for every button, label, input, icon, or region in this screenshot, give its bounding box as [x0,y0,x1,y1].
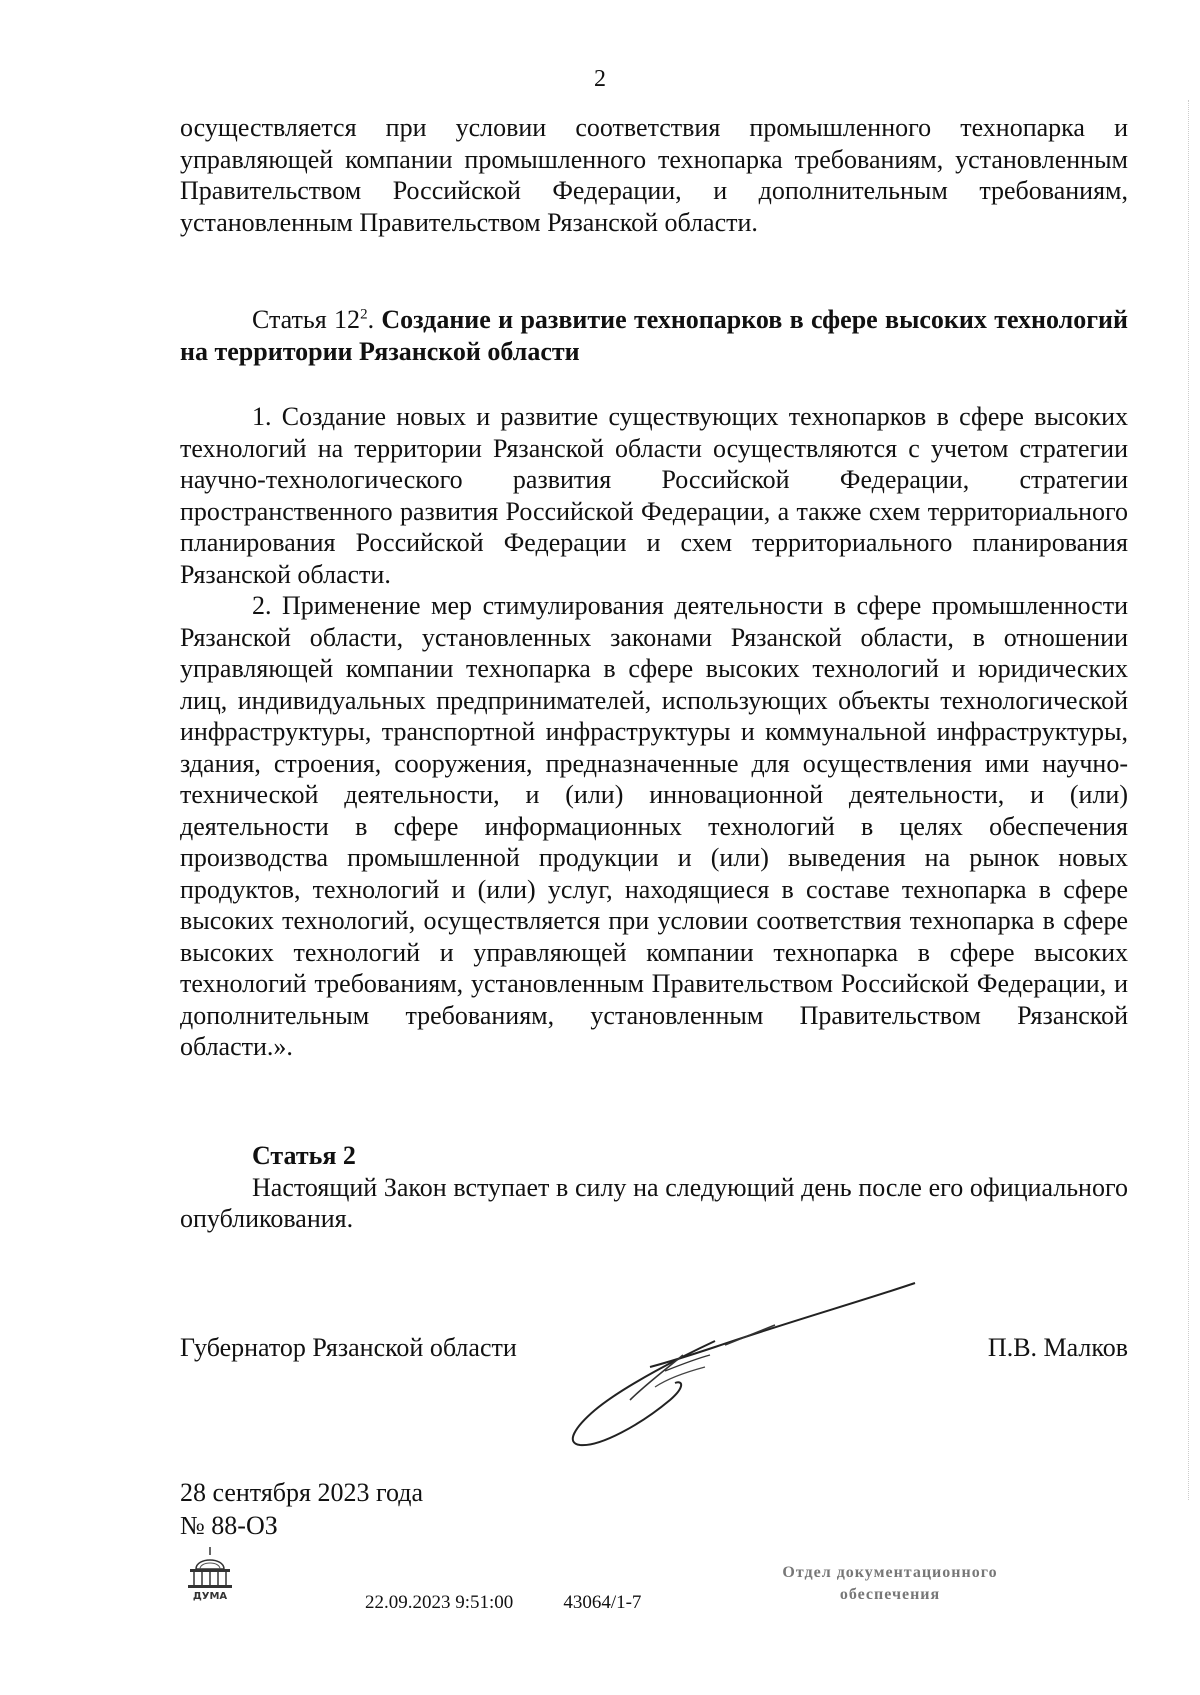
law-date: 28 сентября 2023 года [180,1478,424,1507]
article-2-heading: Статья 2 [252,1141,356,1170]
article-2-text: Настоящий Закон вступает в силу на следующий день после его официального опубликования. [180,1172,1128,1233]
article-12-title: Создание и развитие технопарков в сфере высоких технологий на территории Рязанской области [180,305,1128,366]
intro-text: осуществляется при условии соответствия промышленного технопарка и управляющей компании промышленного технопарка требованиям, установленным Правительством Российской Федерации, и дополнительным требованиям, установленным Правительством Рязанской области. [180,113,1128,237]
dept-stamp-line-2: обеспечения [839,1586,941,1603]
article-2 [180,1140,1128,1235]
governor-position: Губернатор Рязанской области [180,1333,517,1362]
date-block [180,1476,423,1542]
logo-text: ДУМА [192,1591,228,1602]
article-12-heading [180,304,1128,367]
article-12-prefix: Статья 12 [252,305,361,334]
duma-logo-icon [180,1543,240,1603]
registration-stamp [365,1592,691,1614]
handwritten-signature [565,1275,925,1450]
law-number: № 88-ОЗ [180,1511,278,1540]
scan-margin-line [1188,100,1191,1500]
article-12-para-2: 2. Применение мер стимулирования деятельности в сфере промышленности Рязанской области, установленных законами Рязанской области, в отношении управляющей компании технопарка в сфере высоких технологий и юридических лиц, индивидуальных предпринимателей, использующих объекты технологической инфраструктуры, транспортной инфраструктуры и коммунальной инфраструктуры, здания, строения, сооружения, предназначенные для осуществления ими научно-технической деятельности, и (или) инновационной деятельности, и (или) деятельности в сфере информационных технологий в целях обеспечения производства промышленной продукции и (или) выведения на рынок новых продуктов, технологий и (или) услуг, находящиеся в составе технопарка в сфере высоких технологий, осуществляется при условии соответствия технопарка в сфере высоких технологий и управляющей компании технопарка в сфере высоких технологий требованиям, установленным Правительством Российской Федерации, и дополнительным требованиям, установленным Правительством Рязанской области.». [180,591,1128,1061]
dept-stamp-line-1: Отдел документационного [782,1564,998,1581]
article-12-superscript: 2 [360,306,368,323]
intro-paragraph [180,112,1128,238]
article-12-para-1: 1. Создание новых и развитие существующих технопарков в сфере высоких технологий на территории Рязанской области осуществляются с учетом стратегии научно-технологического развития Российской Федерации, стратегии пространственного развития Российской Федерации, а также схем территориального планирования Российской Федерации и схем территориального планирования Рязанской области. [180,402,1128,589]
department-stamp [740,1562,1040,1606]
stamp-registration-number: 43064/1-7 [563,1592,642,1613]
stamp-timestamp: 22.09.2023 9:51:00 [365,1592,514,1613]
article-12-title-line [180,304,1128,367]
governor-name: П.В. Малков [987,1333,1128,1362]
page-number: 2 [594,66,606,92]
article-12-body [180,401,1128,1063]
article-12-dot: . [367,305,375,334]
